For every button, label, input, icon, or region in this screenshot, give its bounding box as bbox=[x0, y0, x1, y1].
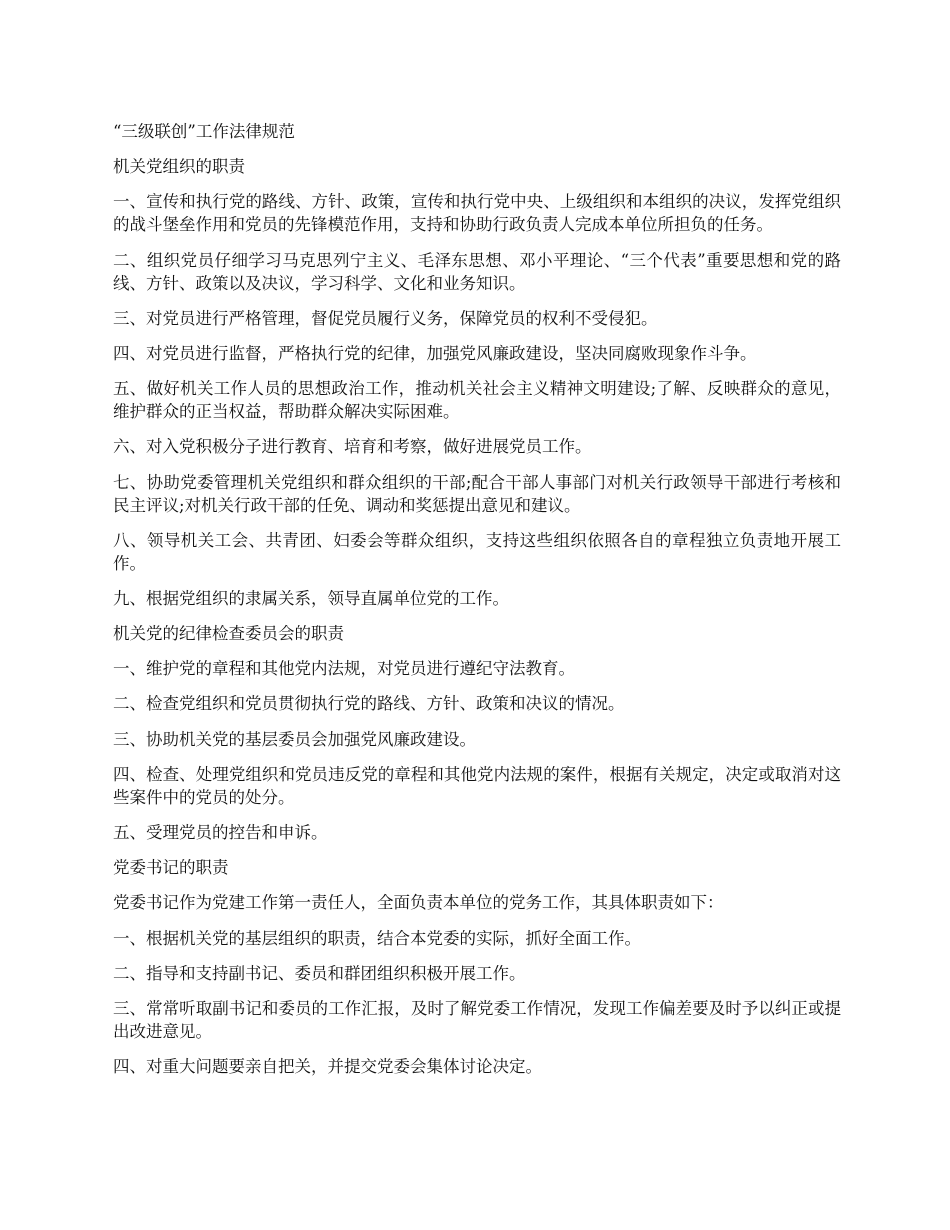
paragraph: 一、根据机关党的基层组织的职责，结合本党委的实际，抓好全面工作。 bbox=[113, 928, 641, 948]
document-title: “三级联创”工作法律规范 bbox=[113, 122, 295, 141]
paragraph: 八、领导机关工会、共青团、妇委会等群众组织，支持这些组织依照各自的章程独立负责地开展工作。 bbox=[113, 530, 841, 573]
paragraph: 四、对重大问题要亲自把关，并提交党委会集体讨论决定。 bbox=[113, 1057, 542, 1077]
paragraph: 二、指导和支持副书记、委员和群团组织积极开展工作。 bbox=[113, 963, 526, 983]
section-party-secretary-duties bbox=[113, 856, 841, 1078]
section-heading: 机关党组织的职责 bbox=[113, 157, 245, 177]
paragraph: 四、检查、处理党组织和党员违反党的章程和其他党内法规的案件，根据有关规定，决定或取消对这些案件中的党员的处分。 bbox=[113, 764, 841, 807]
paragraph: 七、协助党委管理机关党组织和群众组织的干部;配合干部人事部门对机关行政领导干部进行考核和民主评议;对机关行政干部的任免、调动和奖惩提出意见和建议。 bbox=[113, 472, 841, 515]
section-discipline-committee-duties bbox=[113, 622, 841, 844]
paragraph: 三、协助机关党的基层委员会加强党风廉政建设。 bbox=[113, 729, 476, 749]
paragraph: 四、对党员进行监督，严格执行党的纪律，加强党风廉政建设，坚决同腐败现象作斗争。 bbox=[113, 343, 757, 363]
section-heading: 机关党的纪律检查委员会的职责 bbox=[113, 624, 344, 644]
paragraph: 九、根据党组织的隶属关系，领导直属单位党的工作。 bbox=[113, 588, 509, 608]
paragraph: 一、维护党的章程和其他党内法规，对党员进行遵纪守法教育。 bbox=[113, 659, 575, 679]
paragraph: 五、做好机关工作人员的思想政治工作，推动机关社会主义精神文明建设;了解、反映群众的意见，维护群众的正当权益，帮助群众解决实际困难。 bbox=[113, 379, 841, 422]
document-page bbox=[113, 120, 841, 1090]
section-party-org-duties bbox=[113, 155, 841, 610]
section-heading: 党委书记的职责 bbox=[113, 858, 229, 878]
paragraph: 二、检查党组织和党员贯彻执行党的路线、方针、政策和决议的情况。 bbox=[113, 694, 625, 714]
paragraph: 五、受理党员的控告和申诉。 bbox=[113, 823, 328, 842]
paragraph: 六、对入党积极分子进行教育、培育和考察，做好进展党员工作。 bbox=[113, 437, 592, 457]
paragraph: 三、对党员进行严格管理，督促党员履行义务，保障党员的权利不受侵犯。 bbox=[113, 308, 658, 328]
paragraph: 三、常常听取副书记和委员的工作汇报，及时了解党委工作情况，发现工作偏差要及时予以纠正或提出改进意见。 bbox=[113, 998, 841, 1041]
paragraph: 一、宣传和执行党的路线、方针、政策，宣传和执行党中央、上级组织和本组织的决议，发挥党组织的战斗堡垒作用和党员的先锋模范作用，支持和协助行政负责人完成本单位所担负的任务。 bbox=[113, 192, 841, 235]
paragraph: 二、组织党员仔细学习马克思列宁主义、毛泽东思想、邓小平理论、“三个代表”重要思想和党的路线、方针、政策以及决议，学习科学、文化和业务知识。 bbox=[113, 250, 841, 293]
paragraph: 党委书记作为党建工作第一责任人，全面负责本单位的党务工作，其具体职责如下： bbox=[113, 893, 724, 913]
